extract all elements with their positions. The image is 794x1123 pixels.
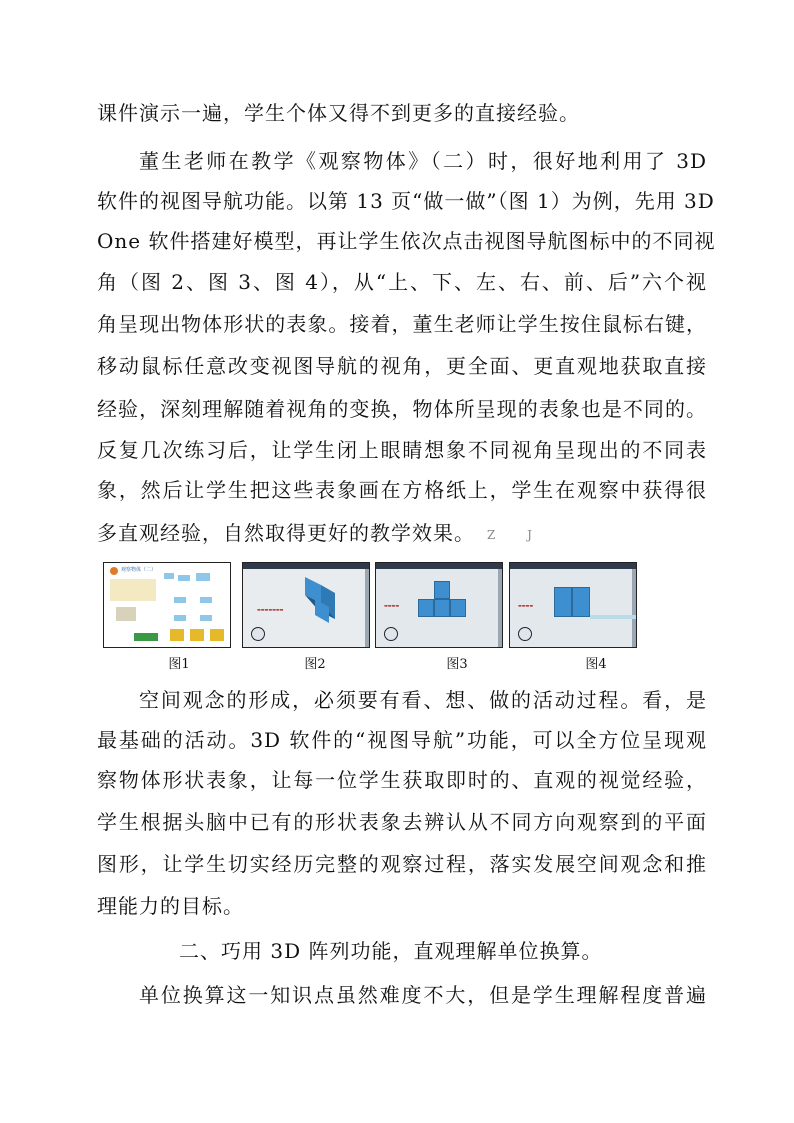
lesson-badge-icon [110,567,118,575]
paragraph2-line-8: 反复几次练习后，让学生闭上眼睛想象不同视角呈现出的不同表 [97,438,707,462]
yellow-block-3 [210,629,224,641]
cube-bottom-middle [434,599,450,617]
paragraph3-line-2: 最基础的活动。3D 软件的“视图导航”功能，可以全方位呈现观 [97,728,707,752]
view-navigation-icon [384,627,398,641]
figure-1-textbook-page [103,562,231,648]
yellow-block-1 [170,629,184,641]
paragraph2-line-5: 角呈现出物体形状的表象。接着，董生老师让学生按住鼠标右键， [97,312,707,336]
software-toolbar [376,563,502,569]
paragraph2-line-1: 董生老师在教学《观察物体》（二）时，很好地利用了 3D [139,149,707,173]
cube-bottom-right [450,599,466,617]
annotation-note: ▬▬▬▬ [518,603,534,608]
paragraph2-line-4: 角（图 2、图 3、图 4），从“上、下、左、右、前、后”六个视 [97,270,707,294]
paragraph3-line-3: 察物体形状表象，让每一位学生获取即时的、直观的视觉经验， [97,768,707,792]
paragraph2-line-7: 经验，深刻理解随着视角的变换，物体所呈现的表象也是不同的。 [97,397,707,421]
ground-plane [590,615,636,619]
cube-column-left [554,587,572,617]
view-navigation-icon [518,627,532,641]
annotation-note: ▬▬▬▬ [384,603,400,608]
software-sidebar [498,569,502,648]
figure-1-caption: 图1 [168,657,190,672]
software-sidebar [632,569,636,648]
paragraph2-line-3: One 软件搭建好模型，再让学生依次点击视图导航图标中的不同视 [97,229,716,253]
view-navigation-icon [251,627,265,641]
student-figure [116,607,136,621]
figure-4-side-view [509,562,637,648]
software-toolbar [510,563,636,569]
paragraph2-line-10: 多直观经验，自然取得更好的教学效果。 [97,521,475,545]
annotation-note: ▬▬▬▬▬▬▬ [257,607,284,612]
cube-column-right [572,587,590,617]
figure-3-caption: 图3 [446,657,468,672]
paragraph3-line-4: 学生根据头脑中已有的形状表象去辨认从不同方向观察到的平面 [97,810,707,834]
block-shape-1 [164,573,174,579]
cube-top [434,581,450,599]
paragraph2-line-6: 移动鼠标任意改变视图导航的视角，更全面、更直观地获取直接 [97,354,707,378]
paragraph3-line-1: 空间观念的形成，必须要有看、想、做的活动过程。看，是 [139,688,707,712]
yellow-block-2 [190,629,204,641]
block-shape-3 [196,573,210,581]
block-shape-2 [178,575,190,581]
paragraph3-line-6: 理能力的目标。 [97,894,244,918]
block-shape-4 [174,597,186,603]
figure-1-title: 观察物体（二） [121,567,157,573]
paragraph3-line-5: 图形，让学生切实经历完整的观察过程，落实发展空间观念和推 [97,852,707,876]
cube-bottom-left [418,599,434,617]
figure-2-3d-view [242,562,370,648]
paragraph4-line-1: 单位换算这一知识点虽然难度不大，但是学生理解程度普遍 [139,983,707,1007]
trailing-marks: Z J [487,528,546,542]
figure-4-caption: 图4 [585,657,607,672]
paragraph1-line-1: 课件演示一遍，学生个体又得不到更多的直接经验。 [97,101,580,125]
figure-3-front-view [375,562,503,648]
green-blocks [134,633,158,641]
block-shape-7 [200,615,212,621]
textbook-illustration [110,579,156,601]
figure-2-caption: 图2 [304,657,326,672]
block-shape-6 [174,615,186,621]
section-heading: 二、巧用 3D 阵列功能，直观理解单位换算。 [179,939,603,963]
block-shape-5 [200,597,212,603]
paragraph2-line-9: 象，然后让学生把这些表象画在方格纸上，学生在观察中获得很 [97,478,707,502]
paragraph2-line-2: 软件的视图导航功能。以第 13 页“做一做”（图 1）为例，先用 3D [97,189,715,213]
